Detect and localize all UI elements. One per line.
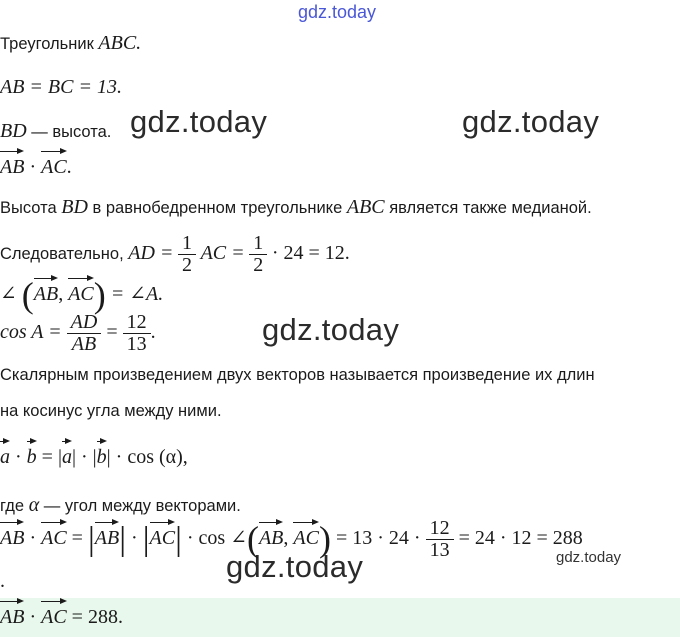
fraction: $\frac{12}{13}$: [428, 518, 452, 561]
math: ABC.: [98, 32, 142, 54]
watermark: gdz.today: [130, 104, 268, 139]
text: — высота.: [26, 123, 112, 141]
math: = ∠A.: [110, 283, 164, 305]
vector-ab: AB: [34, 275, 58, 304]
vector-ab: AB: [0, 519, 24, 548]
vector-a: a: [0, 438, 10, 467]
line-cos: cos A = $\frac{AD}{AB}$ = $\frac{12}{13}$ .: [0, 311, 156, 355]
math: · 24 = 12.: [271, 241, 350, 264]
math: = 288.: [71, 606, 123, 628]
watermark: gdz.today: [226, 549, 364, 584]
line-period: .: [0, 570, 5, 592]
math: = 24 · 12 = 288: [458, 527, 583, 550]
fraction: $\frac{12}{13}$: [125, 312, 149, 355]
line-triangle: [0, 32, 141, 55]
math: AC =: [200, 241, 245, 264]
line-definition: Скалярным произведением двух векторов называется произведение их длин: [0, 366, 595, 384]
vector-ac: AC: [41, 598, 67, 627]
line-ad: [0, 233, 350, 276]
line-calculation: AB · AC = |AB| · |AC| · cos ∠(AB, AC) = 13 · 24 · $\frac{12}{13}$ = 24 · 12 = 288: [0, 517, 583, 561]
vector-ac: AC: [41, 519, 67, 548]
watermark: gdz.today: [262, 312, 400, 347]
text: — угол между векторами.: [43, 497, 241, 515]
fraction: $\frac{AD}{AB}$: [69, 312, 100, 355]
angle-symbol: ∠: [0, 283, 17, 305]
text: в равнобедренном треугольнике: [92, 199, 343, 217]
watermark: gdz.today: [462, 104, 600, 139]
math: · cos (α),: [115, 446, 188, 468]
line-height: [0, 120, 111, 143]
vector-b: b: [27, 438, 37, 467]
fraction: $\frac{1}{2}$: [251, 233, 265, 276]
line-sides-equal: AB = BC = 13.: [0, 76, 122, 98]
vector-b: b: [97, 438, 107, 467]
vector-ac: AC: [293, 519, 319, 548]
math: = 13 · 24 ·: [335, 527, 421, 550]
line-angle: ∠ (AB, AC) = ∠A.: [0, 275, 164, 315]
line-definition-cont: на косинус угла между ними.: [0, 402, 222, 420]
vector-ab: AB: [0, 148, 24, 177]
text: Высота: [0, 199, 57, 217]
vector-ac: AC: [41, 148, 67, 177]
text: где: [0, 497, 25, 515]
math: AD =: [128, 241, 174, 264]
vector-ab: AB: [259, 519, 283, 548]
math: ABC: [346, 196, 385, 218]
math: · cos ∠: [186, 527, 247, 550]
text: Следовательно,: [0, 244, 124, 263]
math: BD: [0, 120, 27, 142]
math: cos A =: [0, 321, 62, 344]
line-formula: a · b = |a| · |b| · cos (α),: [0, 438, 188, 469]
vector-ab: AB: [0, 598, 24, 627]
line-alpha: [0, 494, 241, 517]
answer-line: AB · AC = 288.: [0, 598, 123, 629]
watermark-small: gdz.today: [556, 549, 622, 566]
vector-ac: AC: [150, 519, 176, 548]
fraction: $\frac{1}{2}$: [180, 233, 194, 276]
text: Треугольник: [0, 35, 94, 53]
math: α: [28, 494, 40, 516]
vector-ab: AB: [95, 519, 119, 548]
text: является также медианой.: [389, 199, 592, 217]
line-median: [0, 196, 592, 219]
line-vector-product: AB · AC.: [0, 148, 72, 179]
vector-ac: AC: [68, 275, 94, 304]
vector-a: a: [62, 438, 72, 467]
watermark-top: gdz.today: [298, 2, 377, 22]
math: BD: [61, 196, 88, 218]
